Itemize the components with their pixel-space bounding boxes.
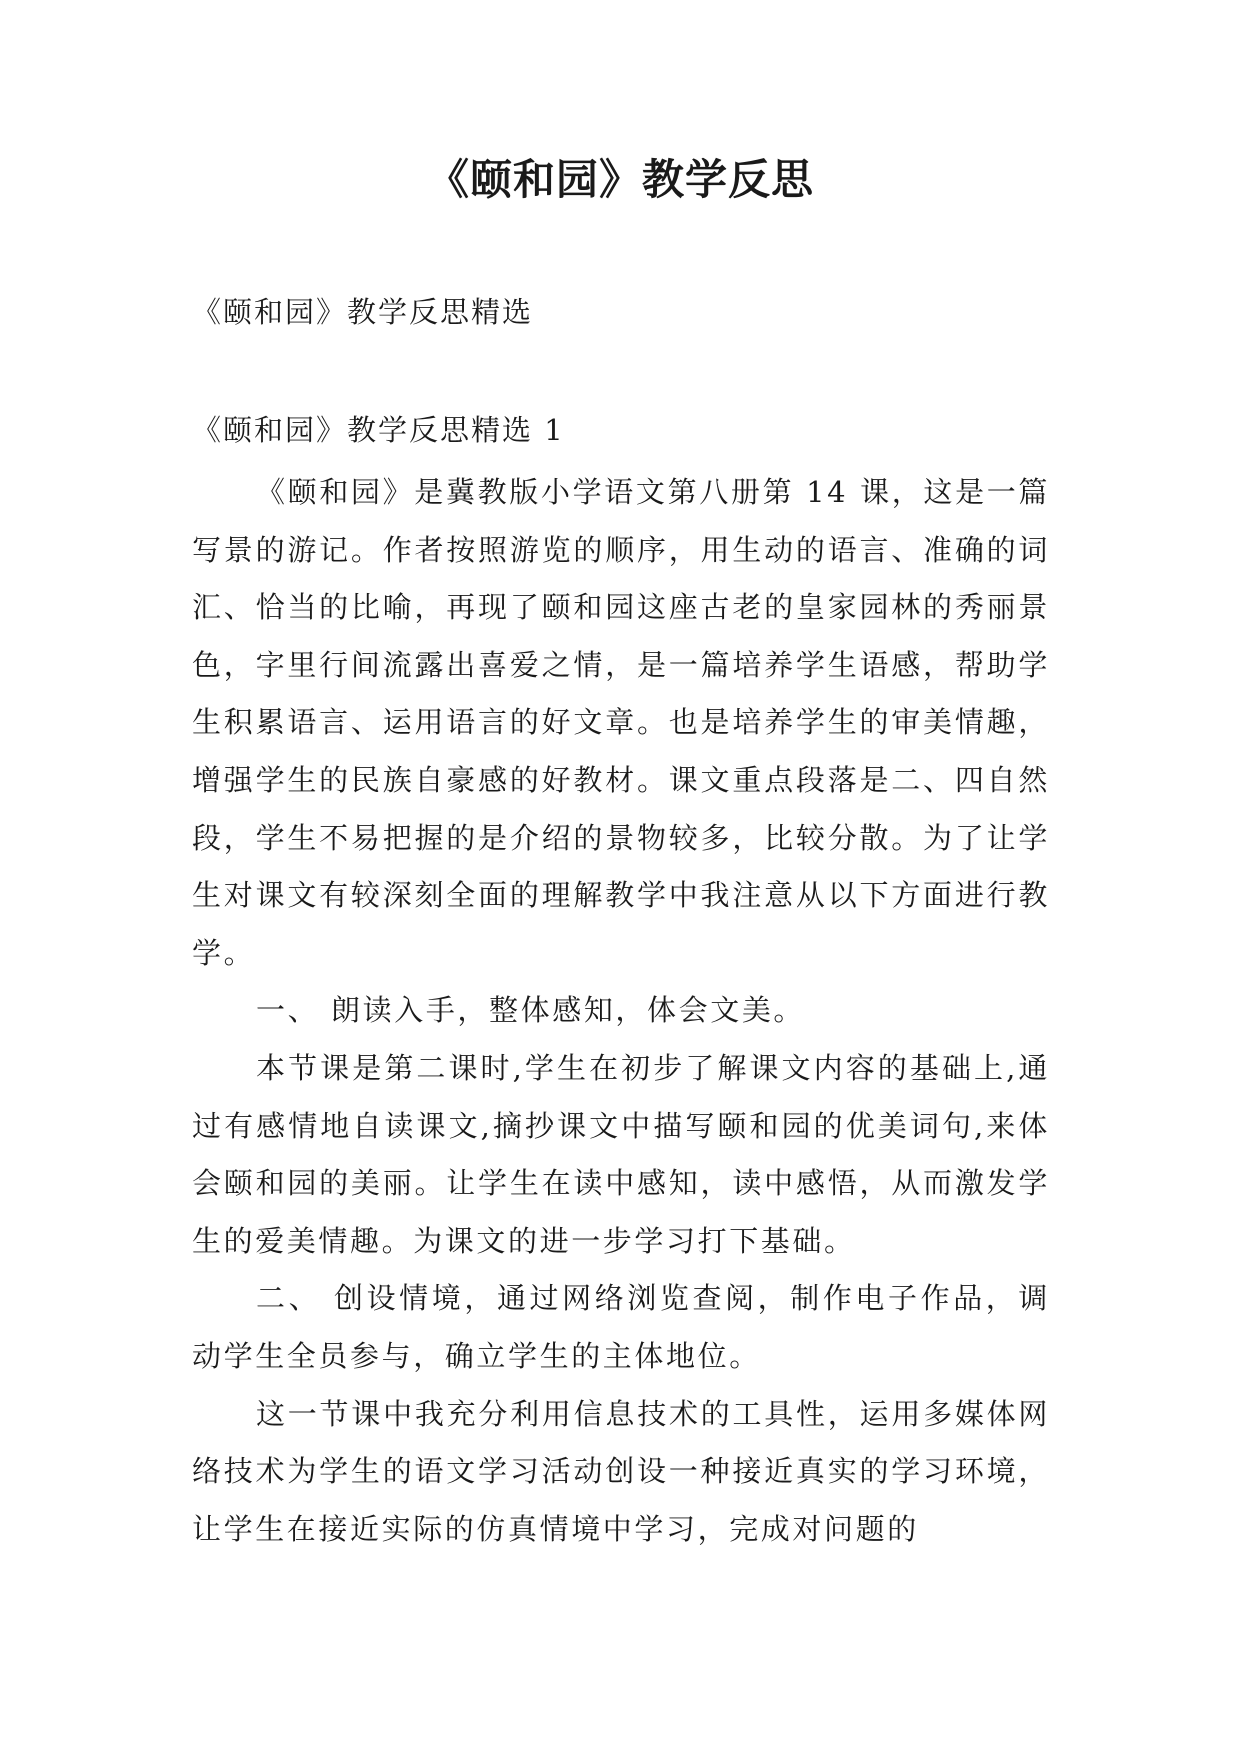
paragraph-point-one-body: 本节课是第二课时,学生在初步了解课文内容的基础上,通过有感情地自读课文,摘抄课文中描写颐和园的优美词句,来体会颐和园的美丽。让学生在读中感知，读中感悟，从而激发学生的爱美情趣。为课文的进一步学习打下基础。 — [192, 1050, 1050, 1258]
paragraph-point-two-body: 这一节课中我充分利用信息技术的工具性，运用多媒体网络技术为学生的语文学习活动创设一种接近真实的学习环境，让学生在接近实际的仿真情境中学习，完成对问题的 — [192, 1396, 1050, 1546]
section-heading: 《颐和园》教学反思精选 1 — [192, 413, 565, 447]
paragraph-intro: 《颐和园》是冀教版小学语文第八册第 14 课，这是一篇写景的游记。作者按照游览的顺序，用生动的语言、准确的词汇、恰当的比喻，再现了颐和园这座古老的皇家园林的秀丽景色，字里行间流露出喜爱之情，是一篇培养学生语感，帮助学生积累语言、运用语言的好文章。也是培养学生的审美情趣，增强学生的民族自豪感的好教材。课文重点段落是二、四自然段，学生不易把握的是介绍的景物较多，比较分散。为了让学生对课文有较深刻全面的理解教学中我注意从以下方面进行教学。 — [192, 475, 1050, 970]
paragraph-point-two: 二、 创设情境，通过网络浏览查阅，制作电子作品，调动学生全员参与，确立学生的主体地位。 — [192, 1281, 1050, 1373]
paragraph-point-one: 一、 朗读入手，整体感知，体会文美。 — [256, 993, 806, 1028]
document-body — [192, 464, 1050, 1558]
document-subtitle: 《颐和园》教学反思精选 — [192, 295, 534, 329]
document-title: 《颐和园》教学反思 — [426, 155, 814, 204]
